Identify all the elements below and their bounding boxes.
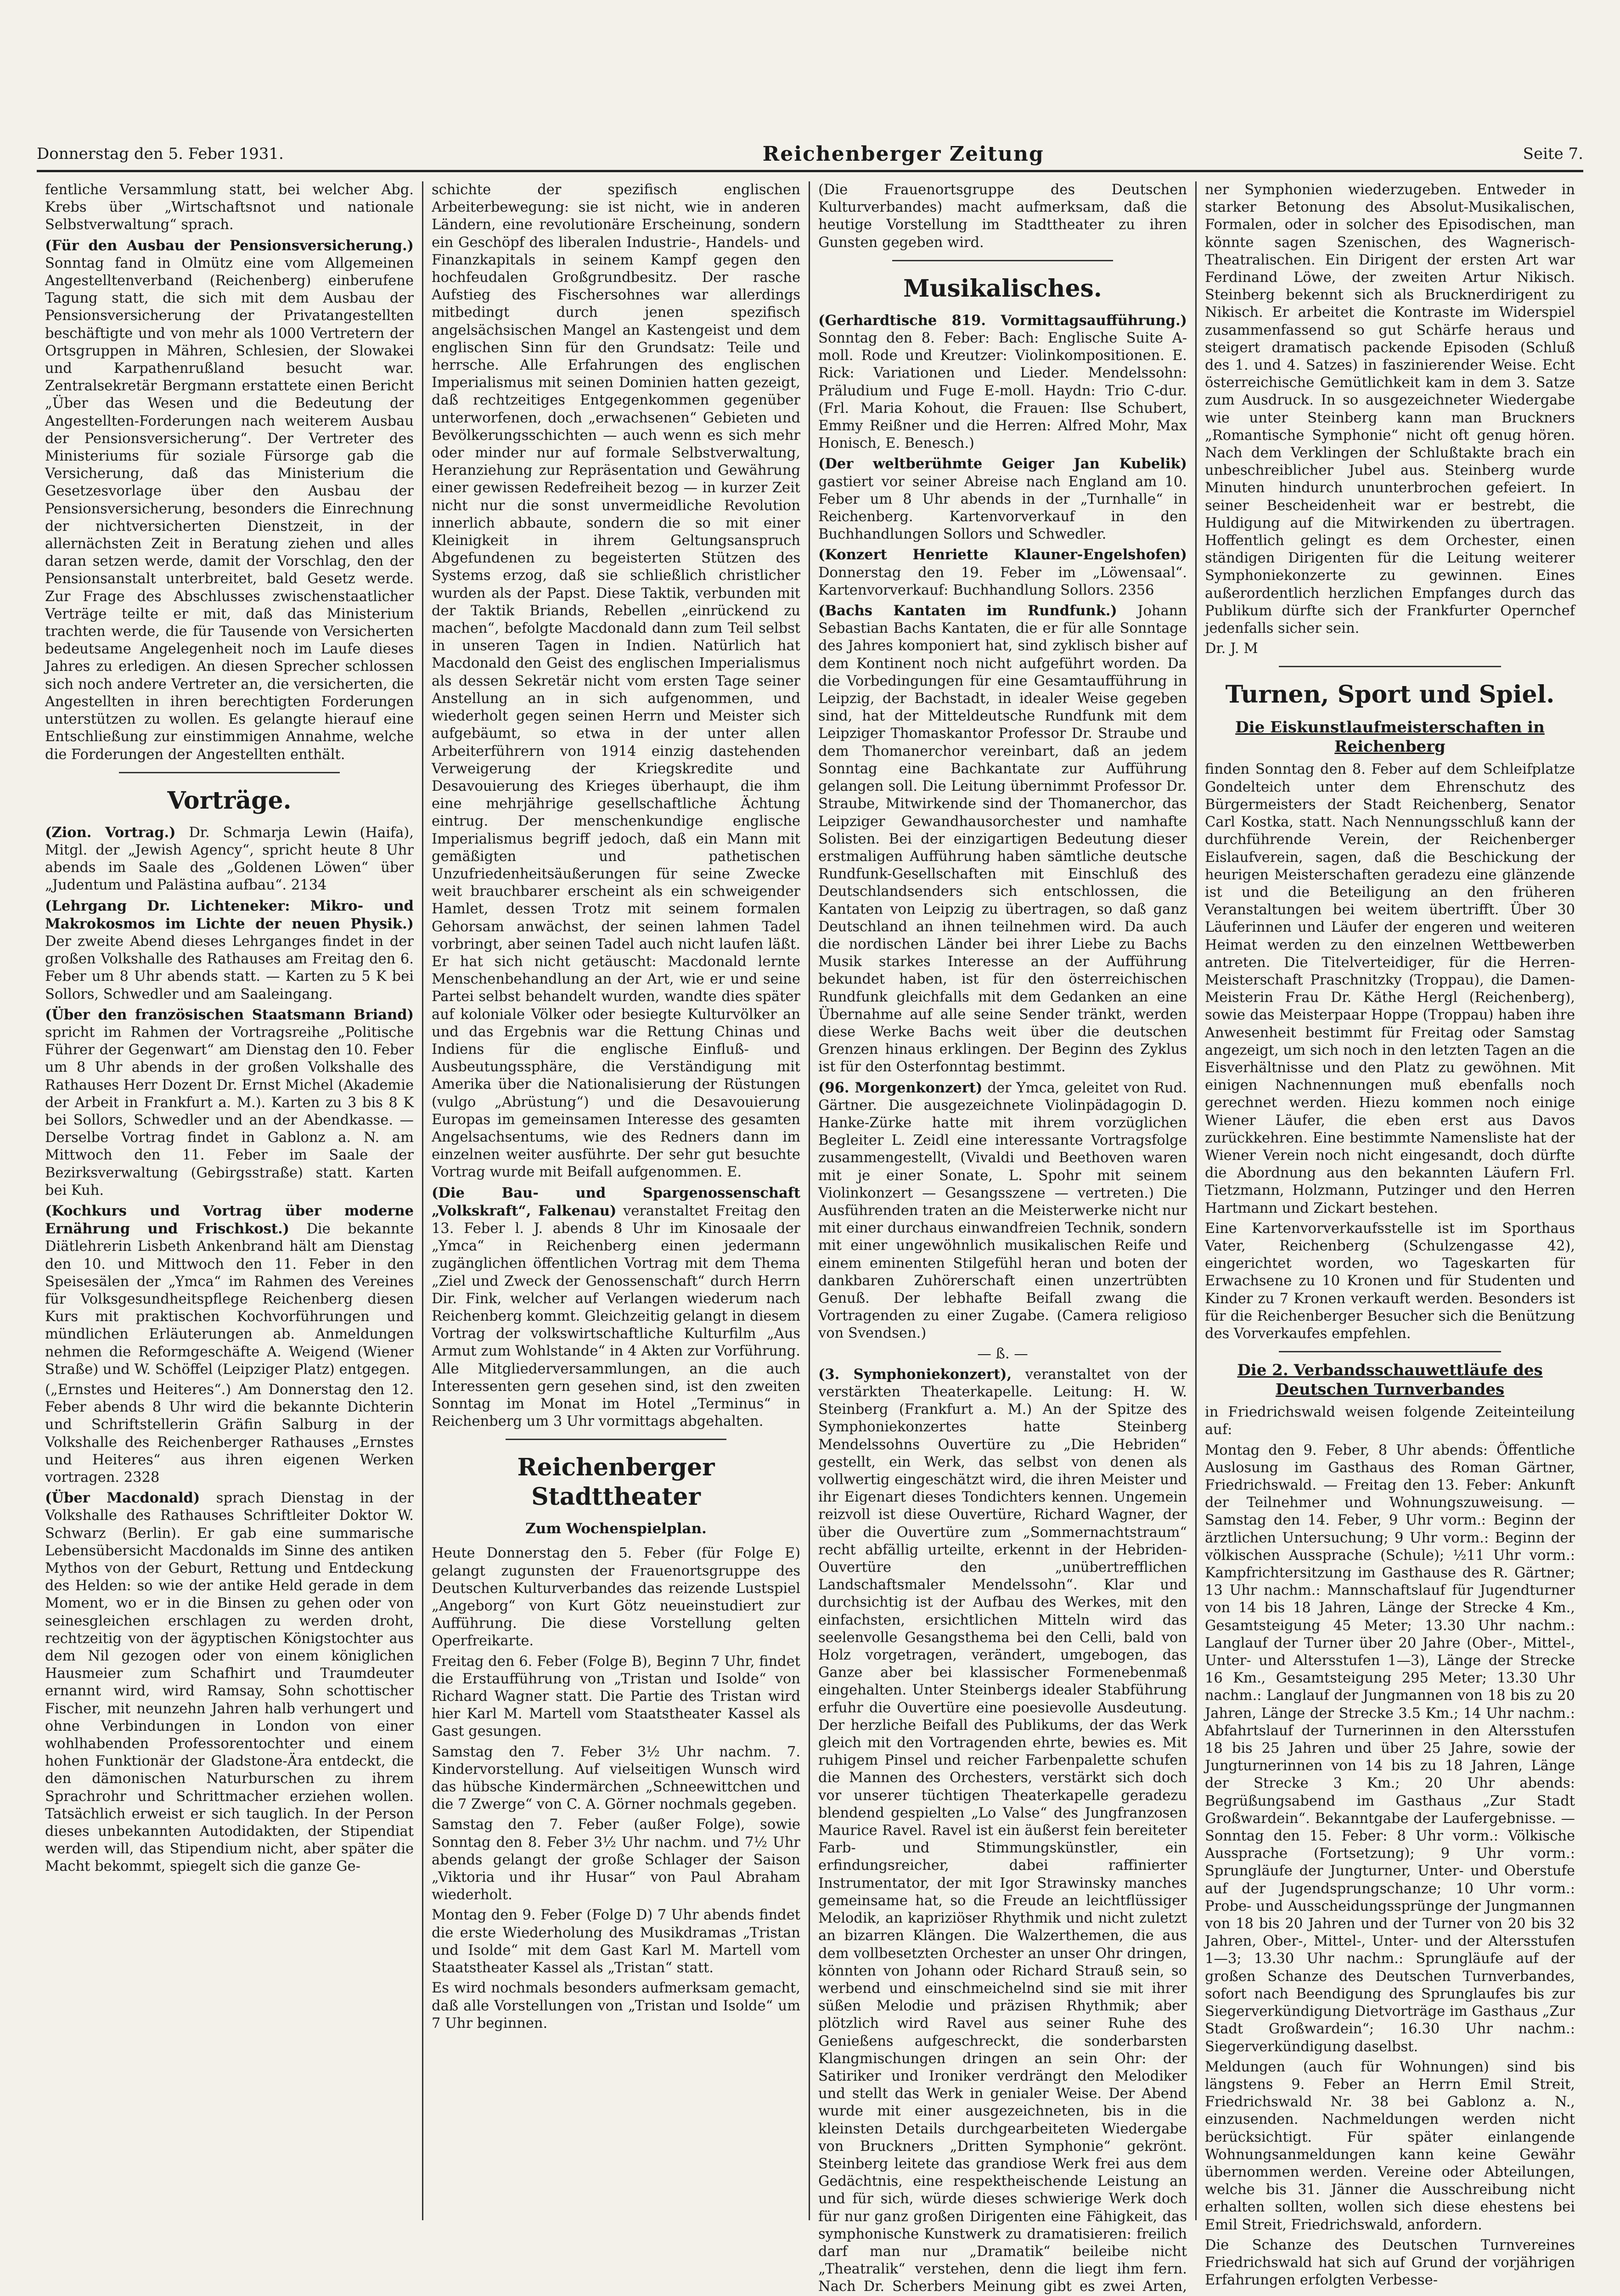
page-number: Seite 7. [1523,145,1583,163]
article-text: Die bekannte Diätlehrerin Lisbeth Ankenbrand hält am Dienstag den 10. und Mittwoch den 11. Feber in den Speisesälen der „Ymca“ im Rahmen des Vereines für Volksgesundheitspflege Reichenberg diesen Kurs mit praktischen Kochvorführungen und mündlichen Erläuterungen ab. Anmeldungen nehmen die Reformgeschäfte A. Weigend (Wiener Straße) und W. Schöffel (Leipziger Platz) entgegen. [45,1221,414,1378]
article-paragraph [45,237,414,764]
article-text: sprach Dienstag in der Volkshalle des Rathauses Schriftleiter Doktor W. Schwarz (Berlin). Er gab eine summarische Lebensübersicht Macdonalds im Sinne des antiken Mythos von der Geburt, Rettung und Entdeckung des Helden: so wie der antike Held gerade in dem Moment, wo er in die Binsen zu gehen oder von seinesgleichen erschlagen zu werden droht, rechtzeitig von der ägyptischen Königstochter aus dem Nil gezogen oder von einem königlichen Hausmeier zum Schafhirt und Traumdeuter ernannt wird, wird Ramsay, Sohn schottischer Fischer, mit neunzehn Jahren halb verhungert und ohne Verbindungen in London von einer wohlhabenden Professorentochter und einem hohen Funktionär der Gladstone-Ära entdeckt, die den dämonischen Naturburschen zu ihrem Sprachrohr und Schrittmacher erziehen wollen. Tatsächlich erweist er sich tauglich. In der Person dieses unbekannten Autodidakten, der Stipendiat werden will, das Stipendium nicht, aber später die Macht bekommt, spiegelt sich die ganze Ge- [45,1490,414,1875]
article-lead: (Lehrgang Dr. Lichteneker: Mikro- und Makrokosmos im Lichte der neuen Physik.) [45,897,414,932]
newspaper-title: Reichenberger Zeitung [762,142,1044,166]
article-paragraph [45,1202,414,1379]
article-columns [37,181,1583,2295]
divider [1279,1351,1501,1352]
article-text: Sonntag den 8. Feber: Bach: Englische Suite A-moll. Rode und Kreutzer: Violinkompositionen. E. Rick: Variationen und Lieder. Mendelssohn: Präludium und Fuge E-moll. Haydn: Trio C-dur. (Frl. Maria Kohout, die Frauen: Ilse Schubert, Emmy Reißner und die Herren: Alfred Mohr, Max Honisch, E. Benesch.) [818,330,1187,452]
article-text: spricht im Rahmen der Vortragsreihe „Politische Führer der Gegenwart“ am Dienstag den 10. Feber um 8 Uhr abends in der großen Volkshalle des Rathauses Herr Dozent Dr. Ernst Michel (Akademie der Arbeit in Frankfurt a. M.). Karten zu 3 bis 8 K bei Sollors, Schwedler und an der Abendkasse. — Derselbe Vortrag findet in Gablonz a. N. am Mittwoch den 11. Feber im Saale der Bezirksverwaltung (Gebirgsstraße) statt. Karten bei Kuh. [45,1024,414,1199]
column-4 [1197,181,1583,2289]
article-paragraph: Meldungen (auch für Wohnungen) sind bis längstens 9. Feber an Herrn Emil Streit, Friedrichswald Nr. 38 bei Gablonz a. N., einzusenden. Nachmeldungen werden nicht berücksichtigt. Für später einlangende Wohnungsanmeldungen kann keine Gewähr übernommen werden. Vereine oder Abteilungen, welche bis 31. Jänner die Ausschreibung nicht erhalten sollten, wollen sich diese ehestens bei Emil Streit, Friedrichswald, anfordern. [1205,2059,1575,2233]
article-paragraph [45,1489,414,1875]
article-paragraph: (Die Frauenortsgruppe des Deutschen Kulturverbandes) macht aufmerksam, daß die heutige Vorstellung im Stadttheater zu ihren Gunsten gegeben wird. [818,182,1187,251]
article-paragraph [818,602,1187,1076]
article-paragraph: schichte der spezifisch englischen Arbeiterbewegung: sie ist nicht, wie in anderen Ländern, eine revolutionäre Erscheinung, sondern ein Geschöpf des liberalen Industrie-, Handels- und Finanzkapitals in seinem Kampf gegen den hochfeudalen Großgrundbesitz. Der rasche Aufstieg des Fischersohnes war allerdings mitbedingt durch jenen spezifisch angelsächsischen Mangel an Kastengeist und dem englischen Sinn für den Grundsatz: Teile und herrsche. Alle Erfahrungen des englischen Imperialismus mit seinen Dominien hatten gezeigt, daß rechtzeitiges Entgegenkommen gegenüber unterworfenen, doch „erwachsenen“ Gebieten und Bevölkerungsschichten — auch wenn es sich mehr oder minder nur auf formale Selbstverwaltung, Heranziehung zur Repräsentation und Gewährung einer gewissen Redefreiheit bezog — in kurzer Zeit nicht nur die sonst unvermeidliche Revolution innerlich abbaute, sondern die so mit einer Kleinigkeit in ihrem Geltungsanspruch Abgefundenen zu begeisterten Stützen des Systems erzog, daß sie schließlich christlicher wurden als der Papst. Diese Taktik, verbunden mit der Taktik Briands, Rebellen „einrückend zu machen“, befolgte Macdonald dann zum Teil selbst in unseren Tagen in Indien. Natürlich hat Macdonald den Geist des englischen Imperialismus als dessen Sekretär nicht vom ersten Tage seiner Anstellung an in sich aufgenommen, und wiederholt gegen seinen Herrn und Meister sich aufgebäumt, so etwa in der unter allen Arbeiterführern von 1914 einzig dastehenden Verweigerung der Kriegskredite und Desavouierung des Krieges überhaupt, die ihm eine mehrjährige gesellschaftliche Ächtung eintrug. Der menschenkundige englische Imperialismus begriff jedoch, daß ein Mann mit gemäßigten und pathetischen Unzufriedenheitsäußerungen für seine Zwecke weit brauchbarer erscheint als ein schweigender Hamlet, dessen Trotz mit seinem formalen Gehorsam anwächst, der seinen lahmen Tadel vorbringt, aber seinen Tadel auch nicht laufen läßt. Er hat sich nicht getäuscht: Macdonald lernte Menschenbehandlung an der Art, wie er und seine Partei selbst behandelt wurden, wandte dies später auf koloniale Völker oder besiegte Kulturvölker an und das Ergebnis war die Rettung Chinas und Indiens für die englische Einfluß- und Ausbeutungssphäre, die Verständigung mit Amerika über die Nationalisierung der Rüstungen (vulgo „Abrüstung“) und die Desavouierung Europas im gemeinsamen Interesse des gesamten Angelsachsentums, wie des Redners dann im einzelnen weiter ausführte. Der sehr gut besuchte Vortrag wurde mit Beifall aufgenommen. E. [432,182,800,1181]
article-text: Donnerstag den 19. Feber im „Löwensaal“. Kartenvorverkauf: Buchhandlung Sollors. 2356 [818,564,1187,598]
subheading-eiskunstlauf: Die Eiskunstlaufmeisterschaften in Reichenberg [1235,718,1545,756]
article-text: der Ymca, geleitet von Rud. Gärtner. Die ausgezeichnete Violinpädagogin D. Hanke-Zürke hatte mit ihrem vorzüglichen Begleiter L. Zeidl eine interessante Vortragsfolge zusammengestellt, (Vivaldi und Beethoven waren mit je einer Sonate, L. Spohr mit seinem Violinkonzert — Gesangsszene — vertreten.) Die Ausführenden traten an die Meisterwerke nicht nur mit einer durchaus einwandfreien Technik, sondern mit einer ungewöhnlich musikalischen Reife und einem eminenten Stilgefühl heran und boten der dankbaren Zuhörerschaft einen unzertrübten Genuß. Der lebhafte Beifall zwang die Vortragenden zu einer Zugabe. (Camera religioso von Svendsen.) [818,1080,1187,1342]
column-3 [810,181,1197,2295]
divider [1279,666,1501,667]
section-heading-vortraege: Vorträge. [167,786,292,815]
article-lead: (Für den Ausbau der Pensionsversicherung.) [45,237,414,254]
divider [892,260,1114,261]
article-paragraph [818,546,1187,599]
section-heading-musik: Musikalisches. [903,274,1102,303]
article-paragraph: Heute Donnerstag den 5. Feber (für Folge E) gelangt zugunsten der Frauenortsgruppe des Deutschen Kulturverbandes das reizende Lustspiel „Angeborg“ von Kurt Götz neueinstudiert zur Aufführung. Die diese Vorstellung gelten Operfreikarte. [432,1545,800,1649]
article-text: veranstaltet von der verstärkten Theaterkapelle. Leitung: H. W. Steinberg (Frankfurt a. M.) An der Spitze des Symphoniekonzertes hatte Steinberg Mendelssohns Ouvertüre zu „Die Hebriden“ gestellt, ein Werk, das selbst von denen als vollwertig eingeschätzt wird, die ihren Meister und ihr Eigenart dieses Tondichters kennen. Ungemein reizvoll ist diese Ouvertüre, Richard Wagner, der über die Ouvertüre zum „Sommernachtstraum“ recht abfällig urteilte, erkennt in der Hebriden-Ouvertüre den „unübertrefflichen Landschaftsmaler Mendelssohn“. Klar und durchsichtig ist der Aufbau des Werkes, mit den einfachsten, ersichtlichen Mitteln wird das seelenvolle Gesangsthema bei den Celli, bald von Holz vorgetragen, verändert, umgebogen, das Ganze aber bei klassischer Formenebenmaß eingehalten. Unter Steinbergs idealer Stabführung erfuhr die Ouvertüre eine poesievolle Ausdeutung. Der herzliche Beifall des Publikums, der das Werk gleich mit den Vortragenden ehrte, bewies es. Mit ruhigem Pinsel und reicher Farbenpalette schufen die Mannen des Orchesters, verstärkt sich doch vor unserer tüchtigen Theaterkapelle geradezu blendend gespielten „Lo Valse“ des Jungfranzosen Maurice Ravel. Ravel ist ein äußerst fein bereiteter Farb- und Stimmungskünstler, ein erfindungsreicher, dabei raffinierter Instrumentator, der mit Igor Strawinsky manches gemeinsame hat, so die Freude an leichtflüssiger Melodik, an kapriziöser Rhythmik und nicht zuletzt an bizarren Klängen. Die Walzerthemen, die aus dem vollbesetzten Orchester an unser Ohr dringen, könnten von Johann oder Richard Strauß sein, so werbend und einschmeichelnd sind sie mit ihrer süßen Melodie und präzisen Rhythmik; aber plötzlich wird Ravel aus seiner Ruhe des Genießens aufgeschreckt, die sonderbarsten Klangmischungen dringen an sein Ohr: der Satiriker und Ironiker verdrängt den Melodiker und stellt das Werk in genialer Weise. Der Abend wurde mit einer ausgezeichneten, bis in die kleinsten Details durchgearbeiteten Wiedergabe von Bruckners „Dritten Symphonie“ gekrönt. Steinberg leitete das grandiose Werk frei aus dem Gedächtnis, eine respektheischende Leistung an und für sich, würde dieses schwierige Werk doch für nur ganz großen Dirigenten eine Fähigkeit, das symphonische Kunstwerk zu dramatisieren: freilich darf man nur „Dramatik“ beileibe nicht „Theatralik“ verstehen, denn die liegt ihm fern. Nach Dr. Scherbers Meinung gibt es zwei Arten, [818,1366,1187,2295]
article-paragraph [818,1366,1187,2296]
article-paragraph [818,312,1187,453]
article-lead: (Zion. Vortrag.) [45,824,176,841]
article-text: Johann Sebastian Bachs Kantaten, die er für alle Sonntage des Jahres komponiert hat, sind zyklisch bisher auf dem Kontinent noch nicht aufgeführt worden. Da die Vorbedingungen für eine Gesamtaufführung in Leipzig, der Bachstadt, in idealer Weise gegeben sind, hat der Mitteldeutsche Rundfunk mit dem Leipziger Thomaskantor Professor Dr. Straube und dem Thomanerchor vereinbart, daß an jedem Sonntag eine Bachkantate zur Aufführung gelangen soll. Die Leitung übernimmt Professor Dr. Straube, Mitwirkende sind der Thomanerchor, das Leipziger Gewandhausorchester und namhafte Solisten. Bei der einzigartigen Bedeutung dieser erstmaligen Aufführung haben sämtliche deutsche Rundfunk-Gesellschaften mit Einschluß des Deutschlandsenders sich entschlossen, die Kantaten von Leipzig zu übertragen, so daß ganz Deutschland an ihnen teilnehmen wird. Da auch die nordischen Länder bei ihrer Liebe zu Bachs Musik starkes Interesse an der Aufführung bekundet haben, ist für den österreichischen Rundfunk gleichfalls mit dem Gedanken an eine Übernahme auf alle seine Sender tränkt, werden diese Werke Bachs weit über die deutschen Grenzen hinaus erklingen. Der Beginn des Zyklus ist für den Osterfonntag bestimmt. [818,603,1187,1075]
article-paragraph [45,897,414,1003]
divider [506,1439,727,1440]
article-lead: (Bachs Kantaten im Rundfunk.) [818,602,1117,619]
article-text: veranstaltet Freitag den 13. Feber l. J. abends 8 Uhr im Kinosaale der „Ymca“ in Reichenberg einen jedermann zugänglichen öffentlichen Vortrag mit dem Thema „Ziel und Zweck der Genossenschaft“ durch Herrn Dir. Fink, welcher auf Verlangen wiederum nach Reichenberg kommt. Gleichzeitig gelangt in diesem Vortrag der volkswirtschaftliche Kulturfilm „Aus Armut zum Wohlstande“ in 4 Akten zur Vorführung. Alle Mitgliederversammlungen, an die auch Interessenten gern gesehen sind, ist den zweiten Sonntag im Monat im Hotel „Terminus“ in Reichenberg um 3 Uhr vormittags abgehalten. [432,1203,801,1430]
signature: — ß. — [977,1345,1028,1362]
article-lead: (Kochkurs und Vortrag über moderne Ernährung und Frischkost.) [45,1202,414,1238]
article-text: Sonntag fand in Olmütz eine vom Allgemeinen Angestelltenverband (Reichenberg) einberufene Tagung statt, die sich mit dem Ausbau der Pensionsversicherung der Privatangestellten beschäftigte und von mehr als 1000 Vertretern der Ortsgruppen in Mähren, Schlesien, der Slowakei und Karpathenrußland besucht war. Zentralsekretär Bergmann erstattete einen Bericht „Über das Wesen und die Bedeutung der Angestellten-Forderungen nach weiterem Ausbau der Pensionsversicherung“. Der Vertreter des Ministeriums für soziale Fürsorge gab die Versicherung, daß das Ministerium die Gesetzesvorlage über den Ausbau der Pensionsversicherung, besonders die Einrechnung der nichtversicherten Dienstzeit, in der allernächsten Zeit in Beratung ziehen und alles daran setzen werde, damit der Vorschlag, den der Pensionsanstalt unterbreitet, bald Gesetz werde. Zur Frage des Abschlusses zwischenstaatlicher Verträge teilte er mit, daß das Ministerium trachten werde, die für Tausende von Versicherten bedeutsame Angelegenheit noch im Laufe dieses Jahres zu erledigen. An diesen Sprecher schlossen sich noch andere Vertreter an, die versicherten, die Angestellten in ihren berechtigten Forderungen unterstützen zu wollen. Es gelangte hierauf eine Entschließung zur einstimmigen Annahme, welche die Forderungen der Angestellten enthält. [45,255,414,763]
article-text: gastiert vor seiner Abreise nach England am 10. Feber um 8 Uhr abends in der „Turnhalle“ in Reichenberg. Kartenvorverkauf in den Buchhandlungen Sollors und Schwedler. [818,473,1187,543]
article-paragraph: Eine Kartenvorverkaufsstelle ist im Sporthaus Vater, Reichenberg (Schulzengasse 42), eingerichtet worden, wo Tageskarten für Erwachsene zu 10 Kronen und für Studenten und Kinder zu 7 Kronen verkauft werden. Besonders ist für die Reichenberger Besucher sich die Benützung des Vorverkaufes empfehlen. [1205,1220,1575,1342]
article-paragraph: Samstag den 7. Feber (außer Folge), sowie Sonntag den 8. Feber 3½ Uhr nachm. und 7½ Uhr abends gelangt der große Schlager der Saison „Viktoria und ihr Husar“ von Paul Abraham wiederholt. [432,1817,800,1903]
article-lead: (Über Macdonald) [45,1490,200,1507]
article-lead: (96. Morgenkonzert) [818,1079,983,1096]
column-1 [37,181,423,2220]
article-paragraph: („Ernstes und Heiteres“.) Am Donnerstag den 12. Feber abends 8 Uhr wird die bekannte Dichterin und Schriftstellerin Gräfin Salburg in der Volkshalle des Reichenberger Rathauses „Ernstes und Heiteres“ aus ihren eigenen Werken vortragen. 2328 [45,1382,414,1486]
article-text: Der zweite Abend dieses Lehrganges findet in der großen Volkshalle des Rathauses am Freitag den 6. Feber um 8 Uhr abends statt. — Karten zu 5 K bei Sollors, Schwedler und am Saaleingang. [45,933,414,1002]
article-paragraph: Die Schanze des Deutschen Turnvereines Friedrichswald hat sich auf Grund der vorjährigen Erfahrungen erfolgten Verbesse- [1205,2237,1575,2289]
article-lead: (Konzert Henriette Klauner-Engelshofen) [818,546,1187,563]
page-header [37,138,1583,172]
column-2 [423,181,810,2220]
section-heading-stadttheater: Reichenberger Stadttheater [517,1453,715,1511]
article-paragraph: Es wird nochmals besonders aufmerksam gemacht, daß alle Vorstellungen von „Tristan und Isolde“ um 7 Uhr beginnen. [432,1980,800,2032]
article-paragraph [818,1079,1187,1343]
article-lead: (Der weltberühmte Geiger Jan Kubelik) [818,456,1187,473]
article-paragraph [45,824,414,895]
signature: Dr. J. M [1205,641,1258,657]
article-paragraph: in Friedrichswald weisen folgende Zeiteinteilung auf: [1205,1404,1575,1438]
article-paragraph: fentliche Versammlung statt, bei welcher Abg. Krebs über „Wirtschaftsnot und nationale Selbstverwaltung“ sprach. [45,182,414,233]
article-paragraph [432,1184,800,1431]
article-paragraph: finden Sonntag den 8. Feber auf dem Schleifplatze Gondelteich unter dem Ehrenschutz des Bürgermeisters der Stadt Reichenberg, Senator Carl Kostka, statt. Nach Nennungsschluß kann der durchführende Verein, der Reichenberger Eislaufverein, sagen, daß die Beschickung der heurigen Meisterschaften geradezu eine glänzende ist und die Beteiligung an den früheren Veranstaltungen bei weitem übertrifft. Über 30 Läuferinnen und Läufer der engeren und weiteren Heimat werden zu den einzelnen Wettbewerben antreten. Die Titelverteidiger, für die Herren-Meisterschaft Praschnitzky (Troppau), die Damen-Meisterin Frau Dr. Käthe Hergl (Reichenberg), sowie das Meisterpaar Hoppe (Troppau) haben ihre Anwesenheit bestimmt für Freitag oder Samstag angezeigt, um sich noch in den letzten Tagen an die Eisverhältnisse und den Platz zu gewöhnen. Mit einigen Nachnennungen muß ebenfalls noch gerechnet werden. Hiezu kommen noch einige Wiener Läufer, die eben erst aus Davos zurückkehren. Eine bestimmte Namensliste hat der Wiener Verein noch nicht eingesandt, doch dürfte die Abordnung aus den bekannten Läufern Frl. Tietzmann, Holzmann, Putzinger und den Herren Hartmann und Zickart bestehen. [1205,761,1575,1216]
header-date: Donnerstag den 5. Feber 1931. [37,145,284,163]
article-paragraph: Freitag den 6. Feber (Folge B), Beginn 7 Uhr, findet die Erstaufführung von „Tristan und Isolde“ von Richard Wagner statt. Die Partie des Tristan wird hier Karl M. Martell vom Staatstheater Kassel als Gast gesungen. [432,1653,800,1740]
article-lead: (Über den französischen Staatsmann Briand) [45,1006,414,1023]
section-heading-sport: Turnen, Sport und Spiel. [1225,681,1555,709]
article-lead: (3. Symphoniekonzert), [818,1366,1012,1383]
article-lead: (Gerhardtische 819. Vormittagsaufführung.) [818,312,1187,329]
subheading-spielplan: Zum Wochenspielplan. [525,1520,707,1537]
article-paragraph [818,455,1187,543]
article-paragraph: Montag den 9. Feber, 8 Uhr abends: Öffentliche Auslosung im Gasthaus des Roman Gärtner, Friedrichswald. — Freitag den 13. Feber: Ankunft der Teilnehmer und Wohnungszuweisung. — Samstag den 14. Feber, 9 Uhr vorm.: Beginn der ärztlichen Untersuchung; 9 Uhr vorm.: Beginn der völkischen Aussprache (Schule); ½11 Uhr vorm.: Kampfrichtersitzung im Gasthause des R. Gärtner; 13 Uhr nachm.: Mannschaftslauf für Jugendturner von 14 bis 18 Jahren, Länge der Strecke 4 Km., Gesamtsteigung 45 Meter; 13.30 Uhr nachm.: Langlauf der Turner über 20 Jahre (Ober-, Mittel-, Unter- und Altersstufen 1—3), Länge der Strecke 16 Km., Gesamtsteigung 295 Meter; 13.30 Uhr nachm.: Langlauf der Jungmannen von 18 bis zu 20 Jahren, Länge der Strecke 3.5 Km.; 14 Uhr nachm.: Abfahrtslauf der Turnerinnen in den Altersstufen 18 bis 25 Jahren und über 25 Jahre, sowie der Jungturnerinnen von 14 bis zu 18 Jahren, Länge der Strecke 3 Km.; 20 Uhr abends: Begrüßungsabend im Gasthaus „Zur Stadt Großwardein“. Bekanntgabe der Laufergebnisse. — Sonntag den 15. Feber: 8 Uhr vorm.: Völkische Aussprache (Fortsetzung); 9 Uhr vorm.: Sprungläufe der Jungturner, Unter- und Oberstufe auf der Jugendsprungschanze; 10 Uhr vorm.: Probe- und Ausscheidungssprünge der Jungmannen von 18 bis 20 Jahren und der Turner von 20 bis 32 Jahren, Ober-, Mittel-, Unter- und der Altersstufen 1—3; 13.30 Uhr nachm.: Sprungläufe auf der großen Schanze des Deutschen Turnverbandes, sofort nach Beendigung des Sprunglaufes bis zur Siegerverkündigung Dietvorträge im Gasthaus „Zur Stadt Großwardein“; 16.30 Uhr nachm.: Siegerverkündigung daselbst. [1205,1442,1575,2055]
subheading-verbandswettlaeufe: Die 2. Verbandsschauwettläufe des Deutschen Turnverbandes [1237,1361,1543,1399]
article-paragraph [45,1006,414,1199]
article-lead: (Die Bau- und Spargenossenschaft „Volkskraft“, Falkenau) [432,1184,800,1219]
article-text: Dr. Schmarja Lewin (Haifa), Mitgl. der „Jewish Agency“, spricht heute 8 Uhr abends im Saale des „Goldenen Löwen“ über „Judentum und Palästina aufbau“. 2134 [45,824,414,894]
article-paragraph: Montag den 9. Feber (Folge D) 7 Uhr abends findet die erste Wiederholung des Musikdramas „Tristan und Isolde“ mit dem Gast Karl M. Martell vom Staatstheater Kassel als „Tristan“ statt. [432,1907,800,1976]
article-paragraph: Samstag den 7. Feber 3½ Uhr nachm. 7. Kindervorstellung. Auf vielseitigen Wunsch wird das hübsche Kindermärchen „Schneewittchen und die 7 Zwerge“ von C. A. Görner nochmals gegeben. [432,1744,800,1813]
divider [119,772,340,773]
article-paragraph: ner Symphonien wiederzugeben. Entweder in starker Betonung des Absolut-Musikalischen, Formalen, oder in solcher des Episodischen, man könnte sagen Szenischen, des Wagnerisch-Theatralischen. Ein Dirigent der ersten Art war Ferdinand Löwe, der zweiten Artur Nikisch. Steinberg bekennt sich als Brucknerdirigent zu Nikisch. Er arbeitet die Kontraste im Widerspiel zusammenfassend so gut Schärfe heraus und steigert dramatisch packende Episoden (Schluß des 1. und 4. Satzes) in faszinierender Weise. Echt österreichische Gemütlichkeit kam in dem 3. Satze zum Ausdruck. In so ausgezeichneter Wiedergabe wie unter Steinberg kann man Bruckners „Romantische Symphonie“ nicht oft genug hören. Nach dem Verklingen der Schlußtakte brach ein unbeschreiblicher Jubel aus. Steinberg wurde Minuten hindurch ununterbrochen gefeiert. In seiner Bescheidenheit war er bestrebt, die Huldigung auf die Mitwirkenden zu übertragen. Hoffentlich gelingt es dem Orchester, einen ständigen Dirigenten für die Leitung weiterer Symphoniekonzerte zu gewinnen. Eines außerordentlich herzlichen Empfanges durch das Publikum dürfte sich der Frankfurter Opernchef jedenfalls sicher sein. [1205,182,1575,637]
